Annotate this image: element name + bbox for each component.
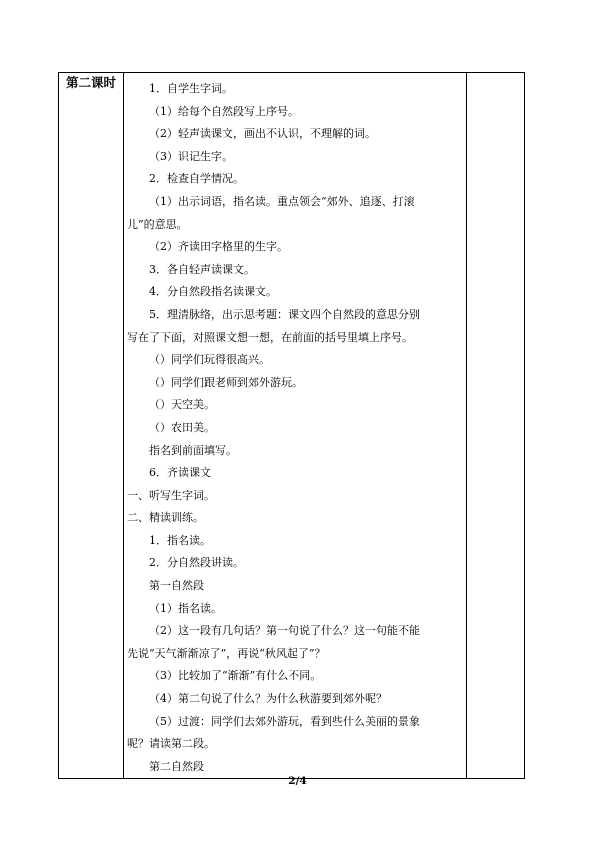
content-line: 2．检查自学情况。 bbox=[149, 172, 244, 186]
row-label-cell bbox=[59, 73, 124, 779]
content-line: （）同学们跟老师到郊外游玩。 bbox=[149, 375, 303, 389]
content-line: （1）给每个自然段写上序号。 bbox=[149, 104, 299, 118]
content-line: 二、精读训练。 bbox=[127, 511, 204, 525]
content-line: （）同学们玩得很高兴。 bbox=[149, 353, 270, 367]
content-line: （）天空美。 bbox=[149, 398, 215, 412]
page-number: 2/4 bbox=[288, 775, 307, 787]
lesson-plan-table bbox=[58, 72, 525, 779]
content-line: 第二自然段 bbox=[149, 759, 204, 773]
content-cell bbox=[124, 73, 467, 779]
row-label: 第二课时 bbox=[65, 75, 116, 90]
content-line: （3）识记生字。 bbox=[149, 149, 233, 163]
content-line: 5．理清脉络，出示思考题：课文四个自然段的意思分别 bbox=[149, 307, 420, 321]
content-line: 2．分自然段讲读。 bbox=[149, 556, 244, 570]
content-line: 指名到前面填写。 bbox=[149, 443, 237, 457]
content-line: 写在了下面，对照课文想一想，在前面的括号里填上序号。 bbox=[127, 330, 413, 344]
content-line: （5）过渡：同学们去郊外游玩，看到些什么美丽的景象 bbox=[149, 714, 420, 728]
content-line: （4）第二句说了什么？为什么秋游要到郊外呢？ bbox=[149, 692, 387, 706]
content-line: 先说“天气渐渐凉了”，再说“秋风起了”？ bbox=[127, 646, 326, 660]
content-line: 儿”的意思。 bbox=[127, 217, 188, 231]
content-lines bbox=[124, 73, 466, 778]
content-line: （2）这一段有几句话？第一句说了什么？这一句能不能 bbox=[149, 624, 420, 638]
content-line: 第一自然段 bbox=[149, 579, 204, 593]
content-line: （2）齐读田字格里的生字。 bbox=[149, 240, 288, 254]
content-line: 4．分自然段指名读课文。 bbox=[149, 285, 277, 299]
content-line: （1）出示词语，指名读。重点领会“郊外、追逐、打滚 bbox=[149, 194, 415, 208]
content-line: （1）指名读。 bbox=[149, 601, 222, 615]
content-line: 呢？请读第二段。 bbox=[127, 737, 215, 751]
content-line: 1．指名读。 bbox=[149, 533, 211, 547]
content-line: 3．各自轻声读课文。 bbox=[149, 262, 255, 276]
content-line: （3）比较加了“渐渐”有什么不同。 bbox=[149, 669, 322, 683]
content-line: 1．自学生字词。 bbox=[149, 82, 233, 95]
content-line: （）农田美。 bbox=[149, 420, 215, 434]
content-line: 6．齐读课文 bbox=[149, 466, 211, 480]
notes-cell bbox=[467, 73, 525, 779]
table-row bbox=[59, 73, 525, 779]
content-line: 一、听写生字词。 bbox=[127, 488, 215, 502]
content-line: （2）轻声读课文，画出不认识，不理解的词。 bbox=[149, 127, 376, 141]
